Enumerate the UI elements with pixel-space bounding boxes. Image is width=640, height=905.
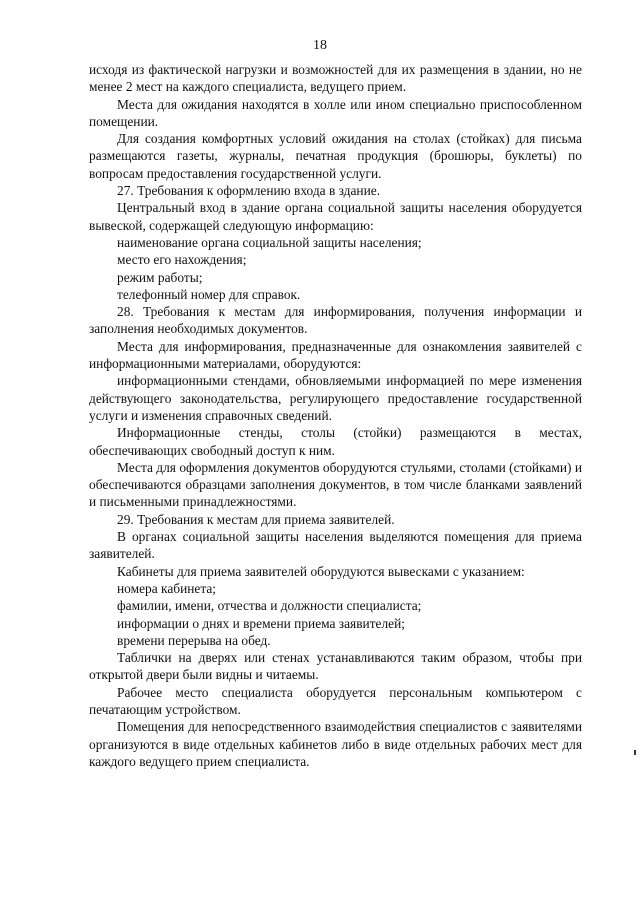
paragraph-waiting-places: Места для ожидания находятся в холле или ином специально приспособленном помещении. xyxy=(89,96,582,129)
list-item-cabinet-number: номера кабинета; xyxy=(117,580,217,596)
list-item-phone-number: телефонный номер для справок. xyxy=(117,286,301,302)
section-29-heading: 29. Требования к местам для приема заявителей. xyxy=(117,511,395,527)
list-item-work-schedule: режим работы; xyxy=(117,269,203,285)
list-item-location: место его нахождения; xyxy=(117,252,247,268)
paragraph-comfort-conditions: Для создания комфортных условий ожидания на столах (стойках) для письма размещаются газеты, журналы, печатная продукция (брошюры, буклеты) по вопросам предоставления государственной услуги. xyxy=(89,131,582,181)
paragraph-door-plates: Таблички на дверях или стенах устанавливаются таким образом, чтобы при открытой двери были видны и читаемы. xyxy=(89,650,582,683)
list-item-lunch-break: времени перерыва на обед. xyxy=(117,632,271,648)
section-28-heading: 28. Требования к местам для информирования, получения информации и заполнения необходимых документов. xyxy=(89,304,582,337)
paragraph-workplace-computer: Рабочее место специалиста оборудуется персональным компьютером с печатающим устройством. xyxy=(89,684,582,717)
paragraph-continuation: исходя из фактической нагрузки и возможностей для их размещения в здании, но не менее 2 мест на каждого специалиста, ведущего прием. xyxy=(89,62,582,95)
paragraph-central-entrance: Центральный вход в здание органа социальной защиты населения оборудуется вывеской, содержащей следующую информацию: xyxy=(89,200,582,233)
list-item-specialist-name: фамилии, имени, отчества и должности специалиста; xyxy=(117,598,422,614)
paragraph-interaction-rooms: Помещения для непосредственного взаимодействия специалистов с заявителями организуются в виде отдельных кабинетов либо в виде отдельных рабочих мест для каждого ведущего прием специалиста. xyxy=(89,719,582,769)
page-number: 18 xyxy=(313,38,327,53)
paragraph-cabinet-signs: Кабинеты для приема заявителей оборудуются вывесками с указанием: xyxy=(117,563,525,579)
section-27-heading: 27. Требования к оформлению входа в здание. xyxy=(117,183,381,199)
scan-edge-mark xyxy=(634,750,636,755)
paragraph-stands-placement: Информационные стенды, столы (стойки) размещаются в местах, обеспечивающих свободный доступ к ним. xyxy=(89,425,582,458)
document-body xyxy=(89,61,582,770)
list-item-organ-name: наименование органа социальной защиты населения; xyxy=(117,234,422,250)
paragraph-document-places: Места для оформления документов оборудуются стульями, столами (стойками) и обеспечиваются образцами заполнения документов, в том числе бланками заявлений и письменными принадлежностями. xyxy=(89,459,582,510)
paragraph-info-stands: информационными стендами, обновляемыми информацией по мере изменения действующего законодательства, регулирующего предоставление государственной услуги и изменения справочных сведений. xyxy=(89,373,582,423)
paragraph-reception-rooms: В органах социальной защиты населения выделяются помещения для приема заявителей. xyxy=(89,529,582,562)
paragraph-info-places: Места для информирования, предназначенные для ознакомления заявителей с информационными материалами, оборудуются: xyxy=(89,338,582,372)
list-item-reception-days: информации о днях и времени приема заявителей; xyxy=(117,615,405,631)
